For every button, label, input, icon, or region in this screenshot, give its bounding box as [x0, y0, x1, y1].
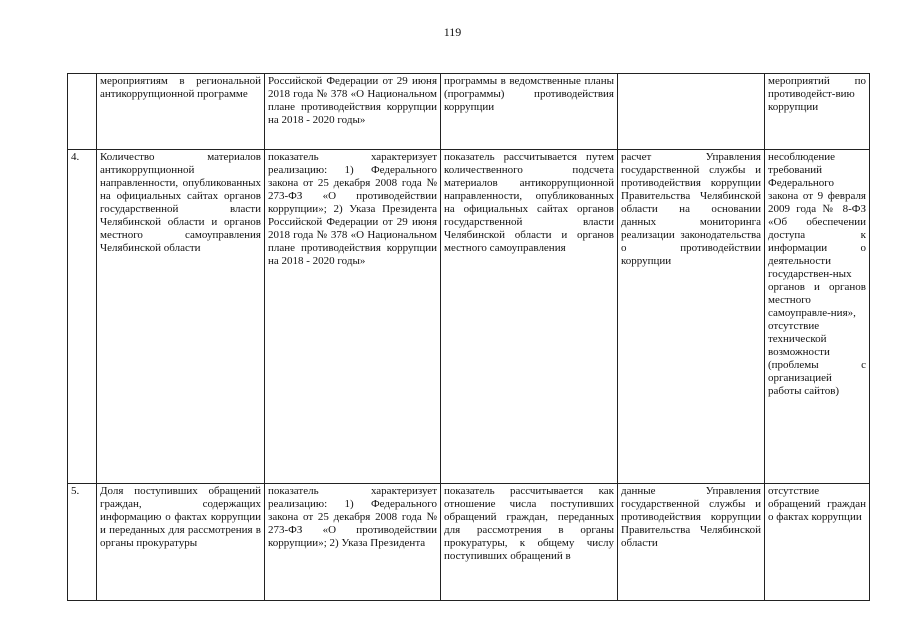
- legal-basis-cell: показатель характеризует реализацию: 1) Федерального закона от 25 декабря 2008 года № 273-ФЗ «О противодействии коррупции»; 2) Указа Президента Российской Федерации от 29 июня 2018 года № 378 «О Национальном плане противодействия коррупции на 2018 - 2020 годы»: [265, 150, 441, 484]
- calculation-method-cell: [441, 484, 618, 601]
- legal-basis-cell: Российской Федерации от 29 июня 2018 года № 378 «О Национальном плане противодействия коррупции на 2018 - 2020 годы»: [265, 74, 441, 150]
- indicator-text: Доля поступивших обращений граждан, содержащих информацию о фактах коррупции и переданных для рассмотрения в органы прокуратуры: [100, 485, 261, 549]
- risk-cell: несоблюдение требований Федерального закона от 9 февраля 2009 года № 8-ФЗ «Об обеспечении доступа к информации о деятельности государствен-ных органов и органов местного самоуправле-ния», отсутствие технической возможности (проблемы с организацией работы сайтов): [765, 150, 870, 484]
- indicator-cell: Количество материалов антикоррупционной направленности, опубликованных на официальных сайтах органов государственной власти Челябинской области и органов местного самоуправления Челябинской области: [97, 150, 265, 484]
- risk-text: отсутствие обращений граждан о фактах коррупции: [768, 485, 866, 523]
- data-source-text: данные Управления государственной службы и противодействия коррупции Правительства Челябинской области: [621, 485, 761, 549]
- row-number-cell: 4.: [68, 150, 97, 484]
- legal-basis-cell: [265, 484, 441, 601]
- calculation-method-cell: показатель рассчитывается путем количественного подсчета материалов антикоррупционной направленности, опубликованных на официальных сайтах органов государственной власти Челябинской области и органов местного самоуправления: [441, 150, 618, 484]
- data-source-cell: расчет Управления государственной службы и противодействия коррупции Правительства Челябинской области на основании данных мониторинга реализации законодательства о противодействии коррупции: [618, 150, 765, 484]
- table-row: [68, 74, 870, 150]
- table-row: [68, 484, 870, 601]
- calculation-method-text: показатель рассчитывается как отношение числа поступивших обращений граждан, переданных для рассмотрения в органы прокуратуры, к общему числу поступивших обращений в: [444, 485, 614, 562]
- indicators-table: [67, 73, 870, 601]
- risk-cell: мероприятий по противодейст-вию коррупции: [765, 74, 870, 150]
- row-number-cell: [68, 74, 97, 150]
- indicator-cell: мероприятиям в региональной антикоррупционной программе: [97, 74, 265, 150]
- table-row: [68, 150, 870, 484]
- data-source-cell: [618, 484, 765, 601]
- calculation-method-cell: программы в ведомственные планы (программы) противодействия коррупции: [441, 74, 618, 150]
- row-number-cell: 5.: [68, 484, 97, 601]
- indicator-cell: [97, 484, 265, 601]
- legal-basis-text: показатель характеризует реализацию: 1) Федерального закона от 25 декабря 2008 года № 273-ФЗ «О противодействии коррупции»; 2) Указа Президента: [268, 485, 437, 549]
- risk-cell: [765, 484, 870, 601]
- data-source-cell: [618, 74, 765, 150]
- page-number: 119: [443, 25, 462, 39]
